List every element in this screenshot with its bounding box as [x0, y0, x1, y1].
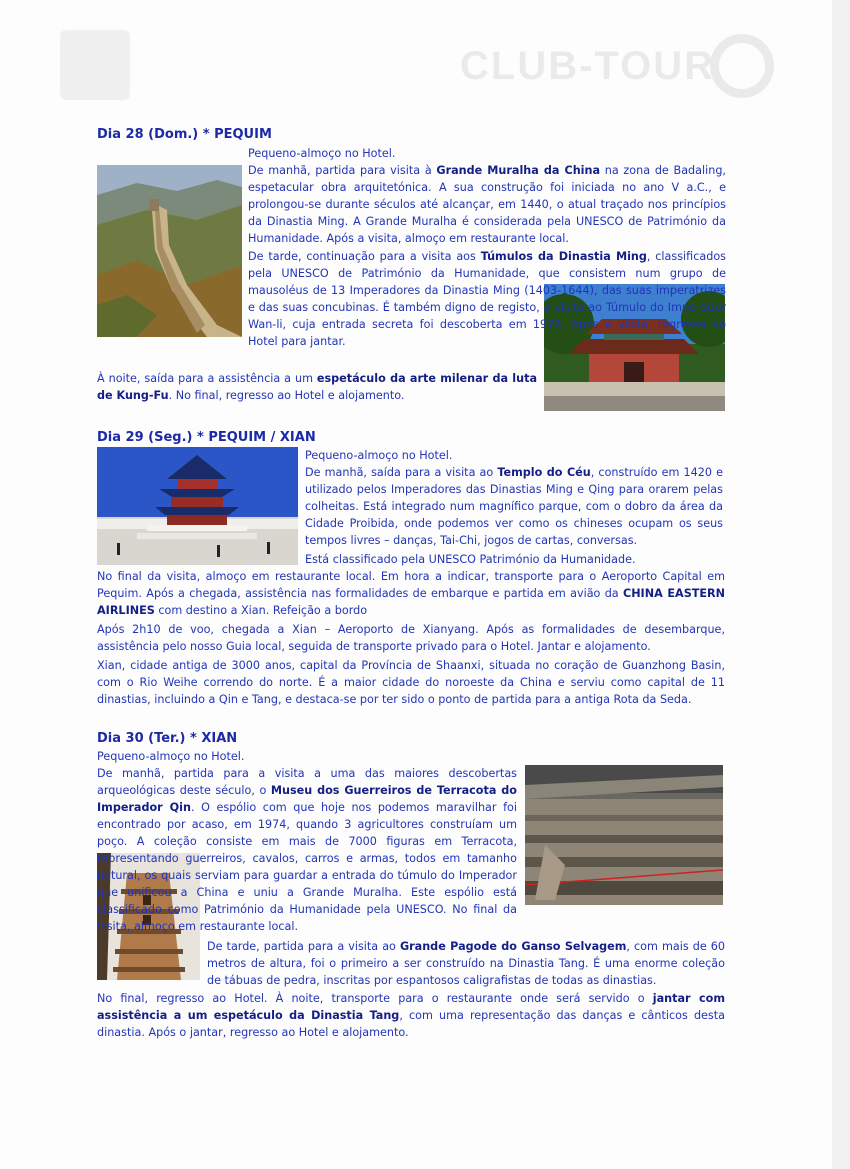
great-wall-photo — [97, 165, 242, 337]
temple-of-heaven-photo — [97, 447, 298, 565]
day-28-p0: Pequeno-almoço no Hotel. — [248, 147, 396, 160]
day-29-p0: Pequeno-almoço no Hotel. — [305, 449, 453, 462]
day-29-heading: Dia 29 (Seg.) * PEQUIM / XIAN — [97, 430, 316, 445]
day-30-p3: No final, regresso ao Hotel. À noite, transporte para o restaurante onde será servido o jantar com assistência a um espetáculo da Dinastia Tang, com uma representação das danças e cânticos desta dinastia. Após o jantar, regresso ao Hotel e alojamento. — [97, 992, 725, 1039]
day-30-heading: Dia 30 (Ter.) * XIAN — [97, 731, 238, 746]
day-30-p2: De tarde, partida para a visita ao Grande Pagode do Ganso Selvagem, com mais de 60 metros de altura, foi o primeiro a ser construído na Dinastia Tang. É uma enorme coleção de tábuas de pedra, inscritas por espantosos caligrafistas de todas as dinastias. — [207, 940, 725, 987]
day-29-p5: Xian, cidade antiga de 3000 anos, capital da Província de Shaanxi, situada no coração de Guanzhong Basin, com o Rio Weihe correndo do norte. É a maior cidade do noroeste da China e serviu como capital de 11 dinastias, incluindo a Qin e Tang, e destaca-se por ter sido o ponto de partida para a antiga Rota da Seda. — [97, 659, 725, 706]
day-28-heading: Dia 28 (Dom.) * PEQUIM — [97, 127, 272, 142]
day-29-p3: No final da visita, almoço em restaurante local. Em hora a indicar, transporte para o Aeroporto Capital em Pequim. Após a chegada, assistência nas formalidades de embarque e partida em avião da CHINA EASTERN AIRLINES com destino a Xian. Refeição a bordo — [97, 570, 726, 617]
day-29-p2: Está classificado pela UNESCO Património da Humanidade. — [305, 553, 636, 566]
day-28-p3: À noite, saída para a assistência a um espetáculo da arte milenar da luta de Kung-Fu. No final, regresso ao Hotel e alojamento. — [97, 372, 537, 402]
terracotta-army-photo — [525, 765, 723, 905]
day-28-p2: De tarde, continuação para a visita aos Túmulos da Dinastia Ming, classificados pela UNESCO de Património da Humanidade, que consistem num grupo de mausoléus de 13 Imperadores da Dinastia Ming (1403-1644), das suas imperatrizes e das suas concubinas. É também digno de registo, a visita ao Túmulo do Imperador Wan-li, cuja entrada secreta foi descoberta em 1976. Após a visita, regresso ao Hotel para jantar. — [248, 250, 726, 348]
watermark-logo: CLUB-TOUR — [60, 30, 780, 110]
day-29-p4: Após 2h10 de voo, chegada a Xian – Aeroporto de Xianyang. Após as formalidades de desembarque, assistência pelo nosso Guia local, seguida de transporte privado para o Hotel. Jantar e alojamento. — [97, 623, 725, 653]
day-30-p0: Pequeno-almoço no Hotel. — [97, 750, 245, 763]
day-30-p1: De manhã, partida para a visita a uma das maiores descobertas arqueológicas deste século, o Museu dos Guerreiros de Terracota do Imperador Qin. O espólio com que hoje nos podemos maravilhar foi encontrado por acaso, em 1974, quando 3 agricultores construíam um poço. A coleção consiste em mais de 7000 figuras em Terracota, representando guerreiros, cavalos, carros e armas, todos em tamanho natural, os quais serviam para guardar a entrada do túmulo do Imperador que unificou a China e uniu a Grande Muralha. Este espólio está classificado como Património da Humanidade pela UNESCO. No final da visita, almoço em restaurante local. — [97, 767, 517, 933]
scan-edge — [832, 0, 850, 1169]
day-29-p1: De manhã, saída para a visita ao Templo do Céu, construído em 1420 e utilizado pelos Imperadores das Dinastias Ming e Qing para orarem pelas colheitas. Está integrado num magnífico parque, com o dobro da área da Cidade Proibida, onde podemos ver como os chineses ocupam os seus tempos livres – danças, Tai-Chi, jogos de cartas, conversas. — [305, 466, 723, 547]
day-28-p1: De manhã, partida para visita à Grande Muralha da China na zona de Badaling, espetacular obra arquitetónica. A sua construção foi iniciada no ano V a.C., e prolongou-se durante séculos até alcançar, em 1440, o atual traçado nos princípios da Dinastia Ming. A Grande Muralha é considerada pela UNESCO de Património da Humanidade. Após a visita, almoço em restaurante local. — [248, 164, 726, 245]
